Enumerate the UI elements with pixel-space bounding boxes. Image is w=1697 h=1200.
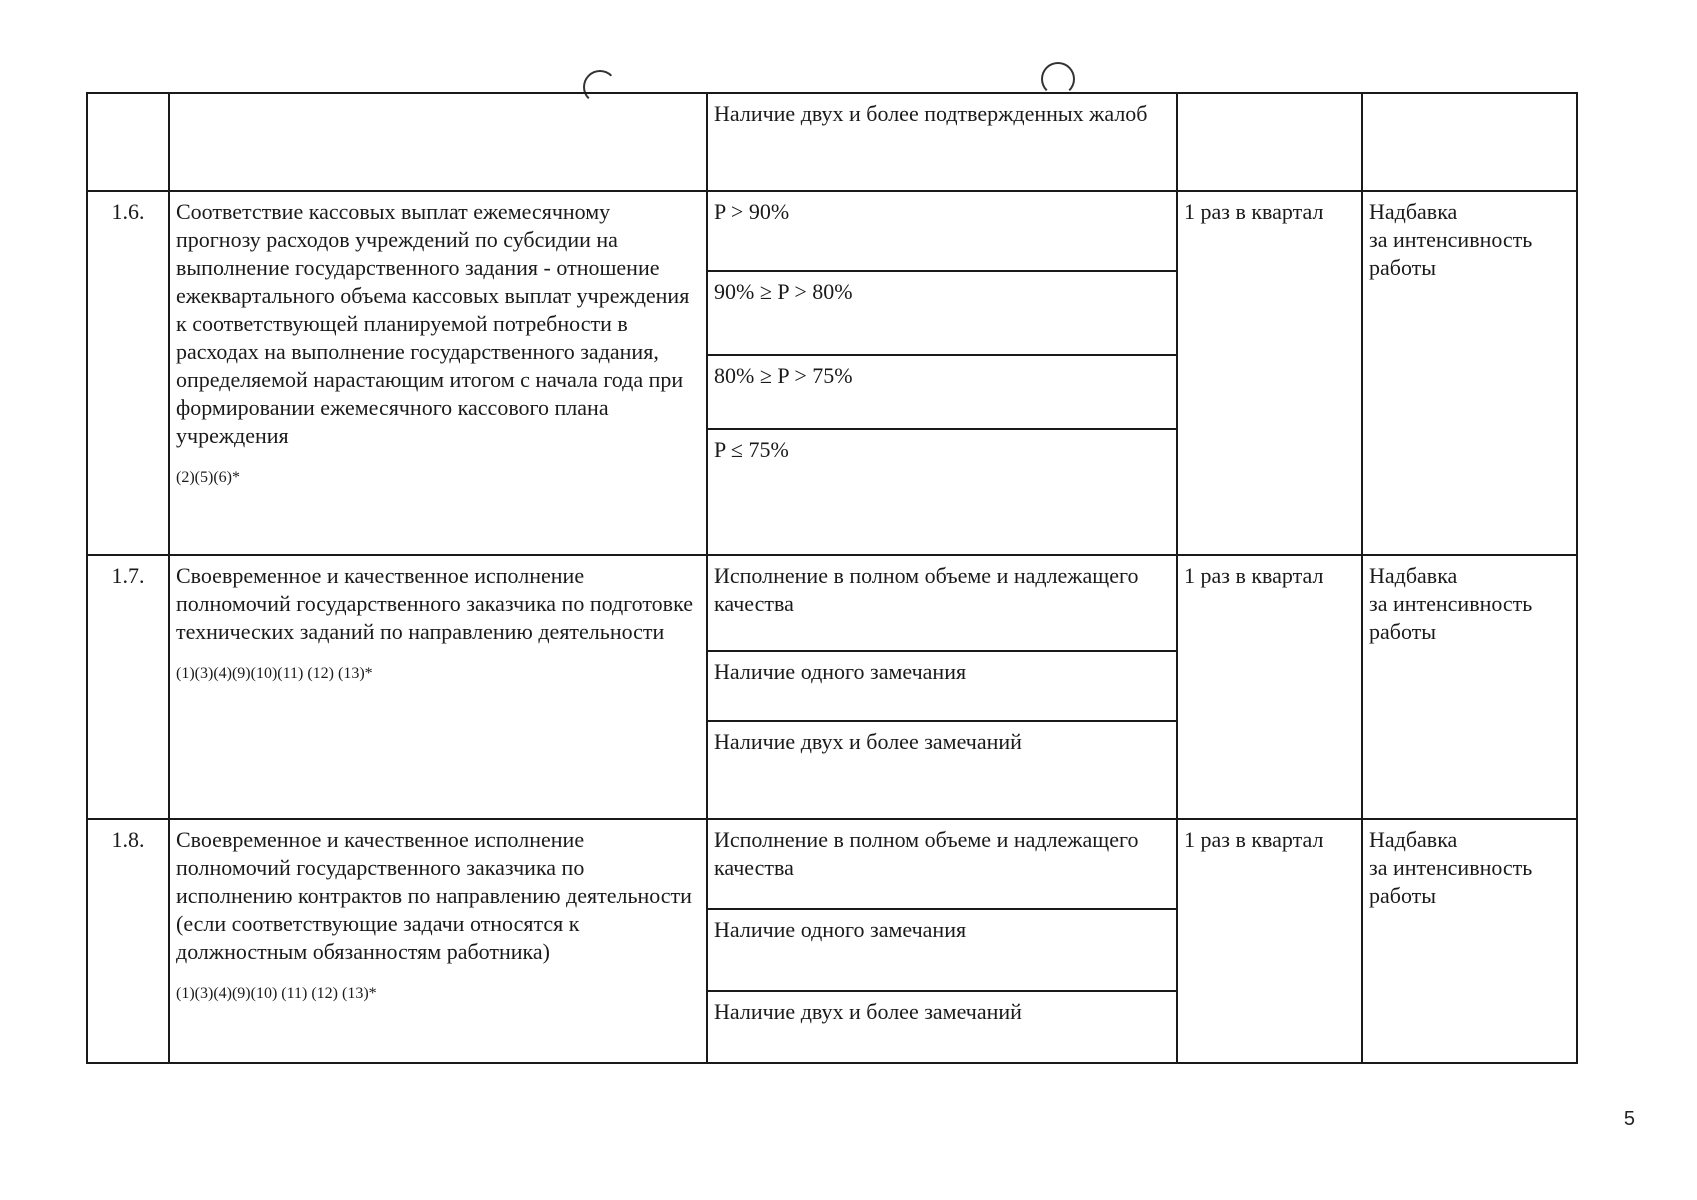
criterion-cell [169, 819, 707, 1063]
criterion-cell [169, 191, 707, 555]
criterion-text: Своевременное и качественное исполнение полномочий государственного заказчика по подготовке технических заданий по направлению деятельности [176, 563, 693, 644]
row-number-cell: 1.8. [87, 819, 169, 1063]
table-row [87, 819, 1577, 909]
criterion-references: (2)(5)(6)* [176, 469, 240, 486]
payment-type-cell [1362, 555, 1577, 819]
payment-type-cell [1362, 191, 1577, 555]
value-cell: Наличие одного замечания [707, 909, 1177, 991]
value-cell: 90% ≥ P > 80% [707, 271, 1177, 355]
row-number-cell: 1.7. [87, 555, 169, 819]
value-cell: Исполнение в полном объеме и надлежащего качества [707, 819, 1177, 909]
frequency-cell: 1 раз в квартал [1177, 819, 1362, 1063]
frequency-cell: 1 раз в квартал [1177, 191, 1362, 555]
criterion-references: (1)(3)(4)(9)(10) (11) (12) (13)* [176, 985, 377, 1002]
value-cell: Наличие одного замечания [707, 651, 1177, 721]
criterion-cell [169, 93, 707, 191]
payment-type-cell [1362, 93, 1577, 191]
table-row [87, 93, 1577, 191]
punch-hole-mark [1041, 62, 1075, 96]
payment-type-text: Надбавка за интенсивность работы [1369, 827, 1533, 908]
criterion-text: Своевременное и качественное исполнение полномочий государственного заказчика по исполнению контрактов по направлению деятельности (если соответствующие задачи относятся к должностным обязанностям работника) [176, 827, 692, 964]
row-number-cell [87, 93, 169, 191]
payment-type-cell [1362, 819, 1577, 1063]
criterion-cell [169, 555, 707, 819]
payment-type-text: Надбавка за интенсивность работы [1369, 563, 1533, 644]
frequency-cell [1177, 93, 1362, 191]
value-cell: Наличие двух и более замечаний [707, 721, 1177, 819]
criterion-text: Соответствие кассовых выплат ежемесячному прогнозу расходов учреждений по субсидии на выполнение государственного задания - отношение ежеквартального объема кассовых выплат учреждения к соответствующей планируемой потребности в расходах на выполнение государственного задания, определяемой нарастающим итогом с начала года при формировании ежемесячного кассового плана учреждения [176, 199, 690, 448]
criteria-table [86, 92, 1578, 1064]
value-cell: Наличие двух и более замечаний [707, 991, 1177, 1063]
value-cell: 80% ≥ P > 75% [707, 355, 1177, 429]
page-number: 5 [1623, 1108, 1635, 1130]
value-cell: P ≤ 75% [707, 429, 1177, 555]
value-cell: Исполнение в полном объеме и надлежащего качества [707, 555, 1177, 651]
frequency-cell: 1 раз в квартал [1177, 555, 1362, 819]
row-number-cell: 1.6. [87, 191, 169, 555]
payment-type-text: Надбавка за интенсивность работы [1369, 199, 1533, 280]
table-row [87, 191, 1577, 271]
value-cell: Наличие двух и более подтвержденных жалоб [707, 93, 1177, 191]
table-row [87, 555, 1577, 651]
criterion-references: (1)(3)(4)(9)(10)(11) (12) (13)* [176, 665, 373, 682]
value-cell: P > 90% [707, 191, 1177, 271]
